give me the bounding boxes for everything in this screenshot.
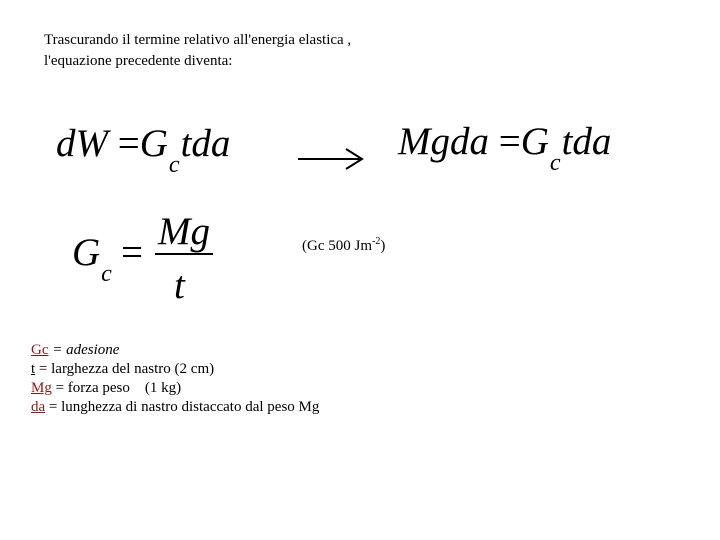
- fraction-denominator: t: [174, 264, 185, 307]
- fraction-numerator: Mg: [158, 210, 210, 253]
- eq2-equals: =: [498, 120, 521, 163]
- equation-work: [398, 120, 612, 176]
- definition-symbol: Mg: [31, 380, 52, 396]
- definition-text: = lunghezza di nastro distaccato dal peso Mg: [45, 399, 320, 415]
- eq1-rest: tda: [180, 122, 231, 165]
- equation-energy: [56, 122, 231, 178]
- note-suffix: ): [380, 238, 386, 254]
- definitions-list: [31, 341, 319, 417]
- eq1-g: G: [139, 122, 168, 165]
- definition-text: = adesione: [48, 342, 120, 358]
- definition-symbol: t: [31, 361, 36, 377]
- fraction-bar: [155, 253, 213, 255]
- intro-text: [44, 30, 351, 72]
- right-arrow-icon: [296, 146, 366, 170]
- definition-text: = forza peso (1 kg): [51, 380, 182, 396]
- eq2-g: G: [520, 120, 549, 163]
- eq3-g: G: [72, 231, 101, 274]
- eq1-lhs: dW: [56, 122, 108, 165]
- intro-line-2: l'equazione precedente diventa:: [44, 53, 233, 69]
- eq3-lhs: [72, 231, 113, 287]
- note-exponent: -2: [372, 236, 381, 247]
- eq2-lhs: Mgda: [398, 120, 489, 163]
- definition-t: [31, 360, 319, 379]
- note-prefix: (Gc 500 Jm: [302, 238, 372, 254]
- definition-text: = larghezza del nastro (2 cm): [35, 361, 215, 377]
- definition-mg: [31, 379, 319, 398]
- eq3-subscript: c: [101, 261, 112, 287]
- eq2-subscript: c: [549, 150, 561, 176]
- eq2-rest: tda: [561, 120, 612, 163]
- definition-symbol: Gc: [31, 342, 49, 358]
- eq1-equals: =: [117, 122, 140, 165]
- definition-gc: [31, 341, 319, 360]
- eq1-subscript: c: [168, 152, 180, 178]
- intro-line-1: Trascurando il termine relativo all'energia elastica ,: [44, 32, 352, 48]
- definition-symbol: da: [31, 399, 46, 415]
- gc-value-note: [302, 236, 385, 255]
- definition-da: [31, 398, 319, 417]
- eq3-equals: =: [121, 231, 143, 274]
